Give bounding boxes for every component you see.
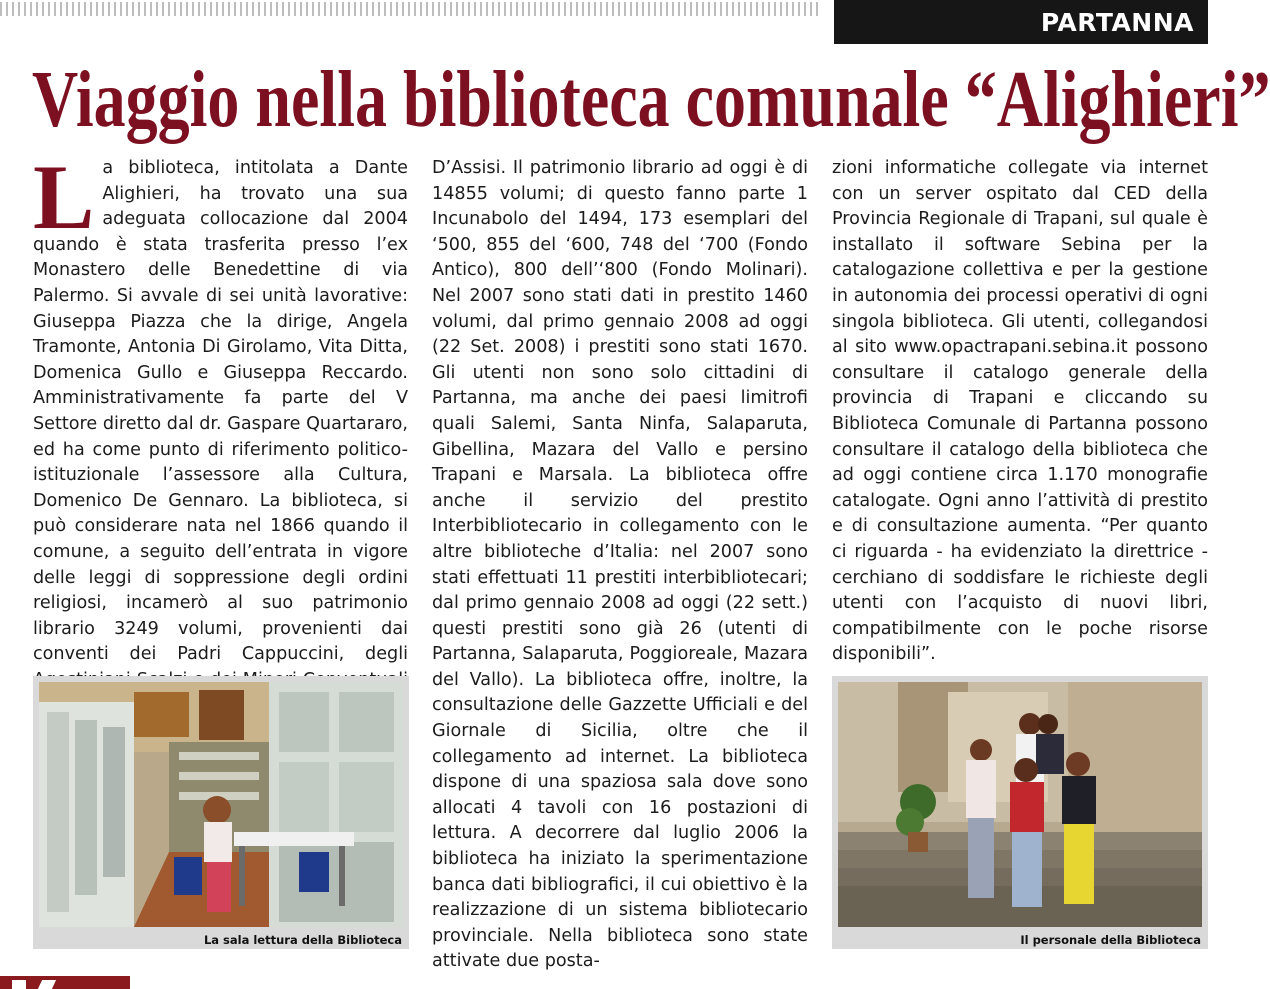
article-column-3	[832, 156, 1208, 665]
staff-photo-frame	[832, 676, 1208, 949]
staff-photo	[838, 682, 1202, 927]
section-tag: PARTANNA	[834, 0, 1208, 44]
reading-room-photo-frame	[33, 676, 409, 949]
article-column-2	[432, 156, 808, 972]
column-2-text: D’Assisi. Il patrimonio librario ad oggi è di 14855 volumi; di questo fanno parte 1 Incunabolo del 1494, 173 esemplari del ‘500, 855 del ‘600, 748 del ‘700 (Fondo Antico), 800 dell’‘800 (Fondo Molinari). Nel 2007 sono stati dati in prestito 1460 volumi, dal primo gennaio 2008 ad oggi (22 Set. 2008) i prestiti sono stati 1670. Gli utenti non sono solo cittadini di Partanna, ma anche dei paesi limitrofi quali Salemi, Santa Ninfa, Salaparuta, Gibellina, Mazara del Vallo e persino Trapani e Marsala. La biblioteca offre anche il servizio del prestito Interbibliotecario in collegamento con le altre biblioteche d’Italia: nel 2007 sono stati effettuati 11 prestiti interbibliotecari; dal primo gennaio 2008 ad oggi (22 sett.) questi prestiti sono già 26 (utenti di Partanna, Salaparuta, Poggioreale, Mazara del Vallo). La biblioteca offre, inoltre, la consultazione delle Gazzette Ufficiali e del Giornale di Sicilia, oltre che il collegamento ad internet. La biblioteca dispone di una spaziosa sala dove sono allocati 4 tavoli con 16 postazioni di lettura. A decorrere dal luglio 2006 la biblioteca ha iniziato la sperimentazione banca dati bibliografici, il cui obiettivo è la realizzazione di un sistema bibliotecario provinciale. Nella biblioteca sono state attivate due posta-	[432, 158, 808, 972]
staff-caption: Il personale della Biblioteca	[1020, 933, 1201, 947]
article-headline: Viaggio nella biblioteca comunale “Alighieri”	[32, 56, 1270, 144]
decorative-stripe-bar	[0, 2, 820, 16]
column-3-text: zioni informatiche collegate via internet con un server ospitato dal CED della Provincia Regionale di Trapani, sul quale è installato il software Sebina per la catalogazione collettiva e per la gestione in autonomia dei processi operativi di ogni singola biblioteca. Gli utenti, collegandosi al sito www.opactrapani.sebina.it possono consultare il catalogo generale della provincia di Trapani e cliccando su Biblioteca Comunale di Partanna possono consultare il catalogo della biblioteca che ad oggi contiene circa 1.170 monografie catalogate. Ogni anno l’attività di prestito e di consultazione aumenta. “Per quanto ci riguarda - ha evidenziato la direttrice - cerchiano di soddisfare le richieste degli utenti con l’acquisto di nuovi libri, compatibilmente con le poche risorse disponibili”.	[832, 158, 1208, 665]
reading-room-photo	[39, 682, 403, 927]
article-column-1	[33, 146, 408, 676]
column-1-text: a biblioteca, intitolata a Dante Alighieri, ha trovato una sua adeguata collocazione dal 2004 quando è stata trasferita presso l’ex Monastero delle Benedettine di via Palermo. Si avvale di sei unità lavorative: Giuseppa Piazza che la dirige, Angela Tramonte, Antonia Di Girolamo, Vita Ditta, Domenica Gullo e Giuseppa Reccardo. Amministrativamente fa parte del V Settore diretto dal dr. Gaspare Quartararo, ed ha come punto di riferimento politico-istituzionale l’assessore alla Cultura, Domenico De Gennaro. La biblioteca, si può considerare nata nel 1866 quando il comune, a seguito dell’entrata in vigore delle leggi di soppressione degli ordini religiosi, incamerò al suo patrimonio librario 3249 volumi, provenienti dai conventi dei Padri Cappuccini, degli	[33, 158, 408, 665]
reading-room-caption: La sala lettura della Biblioteca	[203, 933, 402, 947]
page-corner-mark	[0, 976, 130, 989]
drop-cap: L	[33, 146, 95, 248]
